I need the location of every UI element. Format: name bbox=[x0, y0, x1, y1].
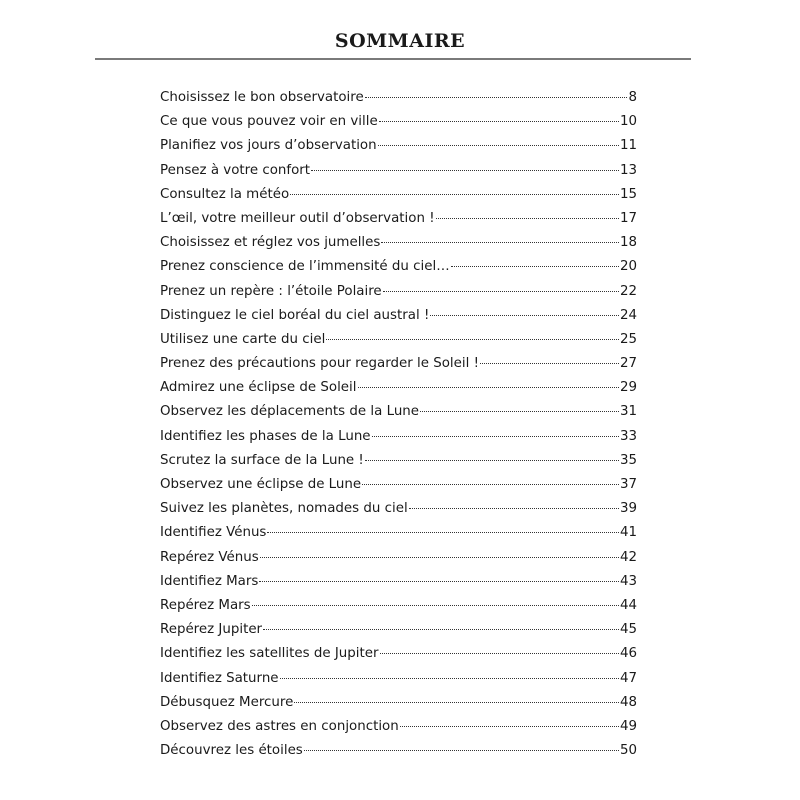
toc-entry-label: Identifiez les phases de la Lune bbox=[160, 428, 371, 444]
toc-entry-page-number: 20 bbox=[619, 259, 637, 275]
dot-leader bbox=[290, 194, 619, 195]
toc-entry-page-number: 22 bbox=[619, 283, 637, 299]
table-of-contents bbox=[160, 86, 637, 763]
toc-entry bbox=[160, 304, 637, 328]
toc-entry-label: Pensez à votre confort bbox=[160, 162, 311, 178]
toc-entry-page-number: 42 bbox=[619, 549, 637, 565]
toc-entry-page-number: 45 bbox=[619, 622, 637, 638]
toc-entry bbox=[160, 134, 637, 158]
toc-entry bbox=[160, 642, 637, 666]
toc-entry bbox=[160, 110, 637, 134]
toc-entry-label: Prenez des précautions pour regarder le Soleil ! bbox=[160, 356, 479, 372]
toc-entry bbox=[160, 86, 637, 110]
toc-entry-label: Repérez Vénus bbox=[160, 549, 259, 565]
dot-leader bbox=[436, 218, 619, 219]
toc-entry bbox=[160, 425, 637, 449]
dot-leader bbox=[420, 411, 619, 412]
page-title: SOMMAIRE bbox=[334, 30, 466, 52]
dot-leader bbox=[358, 387, 619, 388]
dot-leader bbox=[267, 532, 619, 533]
toc-entry bbox=[160, 231, 637, 255]
toc-entry-page-number: 31 bbox=[619, 404, 637, 420]
toc-entry-label: Distinguez le ciel boréal du ciel austral ! bbox=[160, 307, 430, 323]
toc-entry-label: Admirez une éclipse de Soleil bbox=[160, 380, 357, 396]
toc-entry-label: Ce que vous pouvez voir en ville bbox=[160, 114, 378, 130]
toc-entry-label: Repérez Mars bbox=[160, 597, 251, 613]
toc-entry bbox=[160, 618, 637, 642]
toc-entry-label: Débusquez Mercure bbox=[160, 694, 294, 710]
toc-entry bbox=[160, 667, 637, 691]
toc-entry-label: Identifiez Vénus bbox=[160, 525, 267, 541]
toc-entry-page-number: 49 bbox=[619, 718, 637, 734]
dot-leader bbox=[260, 557, 619, 558]
dot-leader bbox=[451, 266, 619, 267]
toc-entry-label: Utilisez une carte du ciel bbox=[160, 331, 326, 347]
toc-entry bbox=[160, 207, 637, 231]
toc-entry bbox=[160, 739, 637, 763]
toc-entry bbox=[160, 521, 637, 545]
toc-entry bbox=[160, 159, 637, 183]
dot-leader bbox=[400, 726, 619, 727]
toc-entry-page-number: 39 bbox=[619, 501, 637, 517]
dot-leader bbox=[381, 242, 619, 243]
toc-entry-label: Observez une éclipse de Lune bbox=[160, 477, 362, 492]
toc-entry-page-number: 27 bbox=[619, 356, 637, 372]
toc-entry-page-number: 29 bbox=[619, 380, 637, 396]
toc-entry-page-number: 41 bbox=[619, 525, 637, 541]
dot-leader bbox=[378, 145, 619, 146]
dot-leader bbox=[409, 508, 619, 509]
toc-entry-label: L’œil, votre meilleur outil d’observation ! bbox=[160, 210, 435, 226]
toc-entry bbox=[160, 280, 637, 304]
toc-entry-label: Consultez la météo bbox=[160, 186, 290, 202]
toc-entry-label: Prenez un repère : l’étoile Polaire bbox=[160, 283, 382, 299]
dot-leader bbox=[372, 436, 619, 437]
toc-entry-label: Scrutez la surface de la Lune ! bbox=[160, 452, 364, 468]
toc-entry bbox=[160, 497, 637, 521]
toc-entry-page-number: 11 bbox=[619, 138, 637, 154]
toc-entry-page-number: 48 bbox=[619, 694, 637, 710]
dot-leader bbox=[280, 678, 619, 679]
toc-entry bbox=[160, 400, 637, 424]
toc-entry-page-number: 33 bbox=[619, 428, 637, 444]
toc-entry bbox=[160, 570, 637, 594]
toc-entry bbox=[160, 376, 637, 400]
dot-leader bbox=[480, 363, 619, 364]
toc-entry-label: Observez les déplacements de la Lune bbox=[160, 404, 420, 420]
dot-leader bbox=[304, 750, 619, 751]
dot-leader bbox=[430, 315, 619, 316]
toc-entry-page-number: 25 bbox=[619, 331, 637, 347]
toc-entry-label: Repérez Jupiter bbox=[160, 622, 263, 638]
toc-entry-label: Suivez les planètes, nomades du ciel bbox=[160, 501, 408, 517]
toc-entry-page-number: 10 bbox=[619, 114, 637, 130]
toc-entry bbox=[160, 546, 637, 570]
toc-entry-page-number: 43 bbox=[619, 573, 637, 589]
toc-entry-label: Prenez conscience de l’immensité du ciel… bbox=[160, 259, 450, 275]
toc-entry-page-number: 8 bbox=[628, 90, 637, 105]
toc-entry-label: Identifiez Mars bbox=[160, 573, 259, 589]
toc-entry-page-number: 47 bbox=[619, 670, 637, 686]
toc-entry bbox=[160, 473, 637, 497]
toc-entry-label: Identifiez les satellites de Jupiter bbox=[160, 646, 379, 662]
toc-entry-page-number: 37 bbox=[619, 477, 637, 492]
toc-entry-page-number: 17 bbox=[619, 210, 637, 226]
toc-entry-page-number: 50 bbox=[619, 743, 637, 759]
toc-entry bbox=[160, 691, 637, 715]
title-divider bbox=[95, 58, 691, 60]
toc-entry-page-number: 18 bbox=[619, 235, 637, 251]
toc-entry-label: Découvrez les étoiles bbox=[160, 743, 303, 759]
toc-entry bbox=[160, 255, 637, 279]
dot-leader bbox=[365, 460, 619, 461]
toc-entry-page-number: 15 bbox=[619, 186, 637, 202]
toc-entry bbox=[160, 449, 637, 473]
dot-leader bbox=[365, 97, 628, 98]
dot-leader bbox=[252, 605, 619, 606]
dot-leader bbox=[311, 170, 619, 171]
toc-entry bbox=[160, 715, 637, 739]
dot-leader bbox=[379, 121, 619, 122]
toc-entry-label: Choisissez le bon observatoire bbox=[160, 90, 364, 105]
toc-entry-page-number: 44 bbox=[619, 597, 637, 613]
toc-entry-label: Identifiez Saturne bbox=[160, 670, 279, 686]
dot-leader bbox=[380, 653, 619, 654]
dot-leader bbox=[383, 291, 619, 292]
toc-entry-page-number: 13 bbox=[619, 162, 637, 178]
toc-entry-label: Choisissez et réglez vos jumelles bbox=[160, 235, 381, 251]
toc-entry bbox=[160, 594, 637, 618]
toc-entry-label: Planifiez vos jours d’observation bbox=[160, 138, 377, 154]
toc-entry bbox=[160, 183, 637, 207]
toc-entry-label: Observez des astres en conjonction bbox=[160, 718, 399, 734]
toc-entry bbox=[160, 352, 637, 376]
toc-entry bbox=[160, 328, 637, 352]
dot-leader bbox=[259, 581, 619, 582]
dot-leader bbox=[294, 702, 619, 703]
dot-leader bbox=[263, 629, 619, 630]
toc-entry-page-number: 24 bbox=[619, 307, 637, 323]
dot-leader bbox=[326, 339, 619, 340]
toc-entry-page-number: 46 bbox=[619, 646, 637, 662]
toc-entry-page-number: 35 bbox=[619, 452, 637, 468]
dot-leader bbox=[362, 484, 619, 485]
